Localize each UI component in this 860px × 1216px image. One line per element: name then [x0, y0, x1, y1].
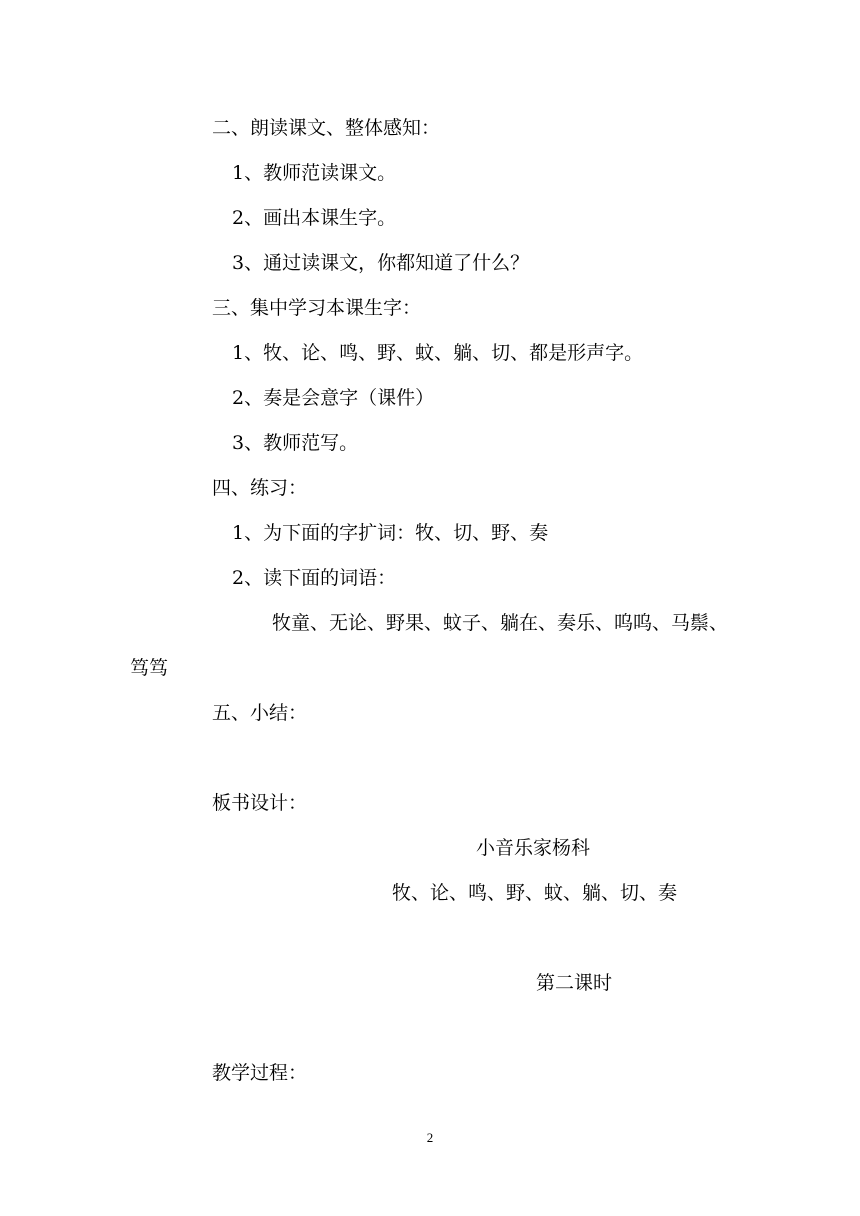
section-3-item-1: 1、牧、论、鸣、野、蚊、躺、切、都是形声字。: [232, 342, 644, 364]
section-2-item-2: 2、画出本课生字。: [232, 207, 397, 229]
board-characters: 牧、论、鸣、野、蚊、躺、切、奏: [392, 882, 678, 904]
section-3-heading: 三、集中学习本课生字：: [212, 297, 422, 319]
page-number: 2: [426, 1130, 434, 1145]
teaching-process-heading: 教学过程：: [212, 1062, 308, 1084]
section-4-heading: 四、练习：: [212, 477, 308, 499]
section-4-item-1: 1、为下面的字扩词：牧、切、野、奏: [232, 522, 549, 544]
section-2-item-3: 3、通过读课文，你都知道了什么？: [232, 252, 530, 274]
board-design-heading: 板书设计：: [212, 792, 308, 814]
section-4-item-2: 2、读下面的词语：: [232, 567, 397, 589]
lesson-2-title: 第二课时: [536, 972, 613, 994]
section-5-heading: 五、小结：: [212, 702, 308, 724]
section-3-item-2: 2、奏是会意字（课件）: [232, 387, 435, 409]
board-title: 小音乐家杨科: [476, 837, 591, 859]
section-2-item-1: 1、教师范读课文。: [232, 162, 397, 184]
vocabulary-words-line: 牧童、无论、野果、蚊子、躺在、奏乐、呜呜、马鬃、: [272, 612, 729, 634]
section-2-heading: 二、朗读课文、整体感知：: [212, 117, 441, 139]
vocabulary-words-wrap: 笃笃: [130, 657, 169, 679]
section-3-item-3: 3、教师范写。: [232, 432, 359, 454]
